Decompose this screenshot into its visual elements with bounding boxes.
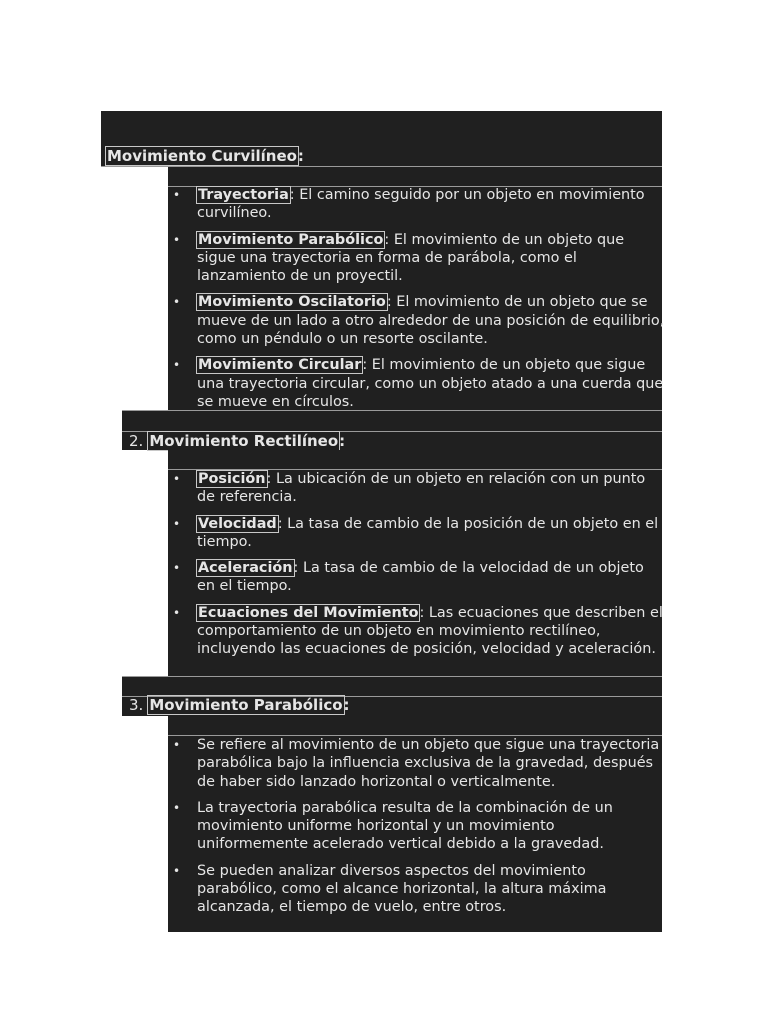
section-1-heading xyxy=(106,146,304,166)
item-text: : El movimiento de un objeto que sigue una trayectoria en forma de parábola, como el lanzamiento de un proyectil. xyxy=(197,231,625,285)
bullet: • xyxy=(173,863,181,878)
item-text: Se refiere al movimiento de un objeto que sigue una trayectoria parabólica bajo la influencia exclusiva de la gravedad, después de haber sido lanzado horizontal o verticalmente. xyxy=(197,737,660,790)
section-2-list xyxy=(173,470,665,667)
bullet: • xyxy=(173,561,181,576)
bullet: • xyxy=(173,605,181,620)
list-item xyxy=(173,293,665,348)
bullet: • xyxy=(173,472,181,486)
item-term: Aceleración xyxy=(198,560,293,577)
item-text: : El movimiento de un objeto que se mueve de un lado a otro alrededor de una posición de equilibrio, como un péndulo o un resorte oscilante. xyxy=(197,294,665,348)
bullet: • xyxy=(173,188,181,202)
list-item xyxy=(173,799,665,854)
bullet: • xyxy=(173,358,181,373)
list-item xyxy=(173,736,665,791)
section-3-number: 3. xyxy=(129,696,144,714)
section-3-heading xyxy=(129,695,350,715)
item-text: Se pueden analizar diversos aspectos del movimiento parabólico, como el alcance horizontal, la altura máxima alcanzada, el tiempo de vuelo, entre otros. xyxy=(197,862,607,916)
item-term: Ecuaciones del Movimiento xyxy=(198,604,419,621)
list-item xyxy=(173,356,665,411)
item-term: Velocidad xyxy=(198,515,277,532)
item-term: Movimiento Parabólico xyxy=(198,231,384,248)
bullet: • xyxy=(173,800,181,815)
section-3-list xyxy=(173,736,665,925)
section-1-title: Movimiento Curvilíneo xyxy=(107,147,297,165)
section-1-colon: : xyxy=(297,147,304,165)
section-1-list xyxy=(173,186,665,419)
list-item xyxy=(173,862,665,917)
item-term: Trayectoria xyxy=(198,187,289,203)
item-term: Movimiento Circular xyxy=(198,357,362,374)
section-2-number: 2. xyxy=(129,432,144,450)
list-item xyxy=(173,186,665,223)
list-item xyxy=(173,515,665,552)
item-text: : El movimiento de un objeto que sigue una trayectoria circular, como un objeto atado a una cuerda que se mueve en círculos. xyxy=(197,357,664,410)
item-term: Posición xyxy=(198,471,266,487)
list-item xyxy=(173,231,665,286)
section-3-title: Movimiento Parabólico xyxy=(149,696,343,714)
item-text: La trayectoria parabólica resulta de la combinación de un movimiento uniforme horizontal y un movimiento uniformemente acelerado vertical debido a la gravedad. xyxy=(197,799,613,853)
section-3-colon: : xyxy=(343,696,350,714)
item-text: : La ubicación de un objeto en relación con un punto de referencia. xyxy=(197,471,646,506)
bullet: • xyxy=(173,295,181,310)
section-2-colon: : xyxy=(339,432,346,450)
item-text: : La tasa de cambio de la posición de un objeto en el tiempo. xyxy=(197,515,659,550)
list-item xyxy=(173,559,665,596)
section-2-heading xyxy=(129,431,345,451)
item-text: : La tasa de cambio de la velocidad de un objeto en el tiempo. xyxy=(197,560,644,595)
item-text: : El camino seguido por un objeto en movimiento curvilíneo. xyxy=(197,187,645,222)
bullet: • xyxy=(173,232,181,247)
section-2-title: Movimiento Rectilíneo xyxy=(149,432,339,450)
bullet: • xyxy=(173,738,181,752)
bullet: • xyxy=(173,516,181,531)
item-text: : Las ecuaciones que describen el comportamiento de un objeto en movimiento rectilíneo, incluyendo las ecuaciones de posición, velocidad y aceleración. xyxy=(197,604,663,658)
list-item xyxy=(173,604,665,659)
list-item xyxy=(173,470,665,507)
item-term: Movimiento Oscilatorio xyxy=(198,294,386,311)
